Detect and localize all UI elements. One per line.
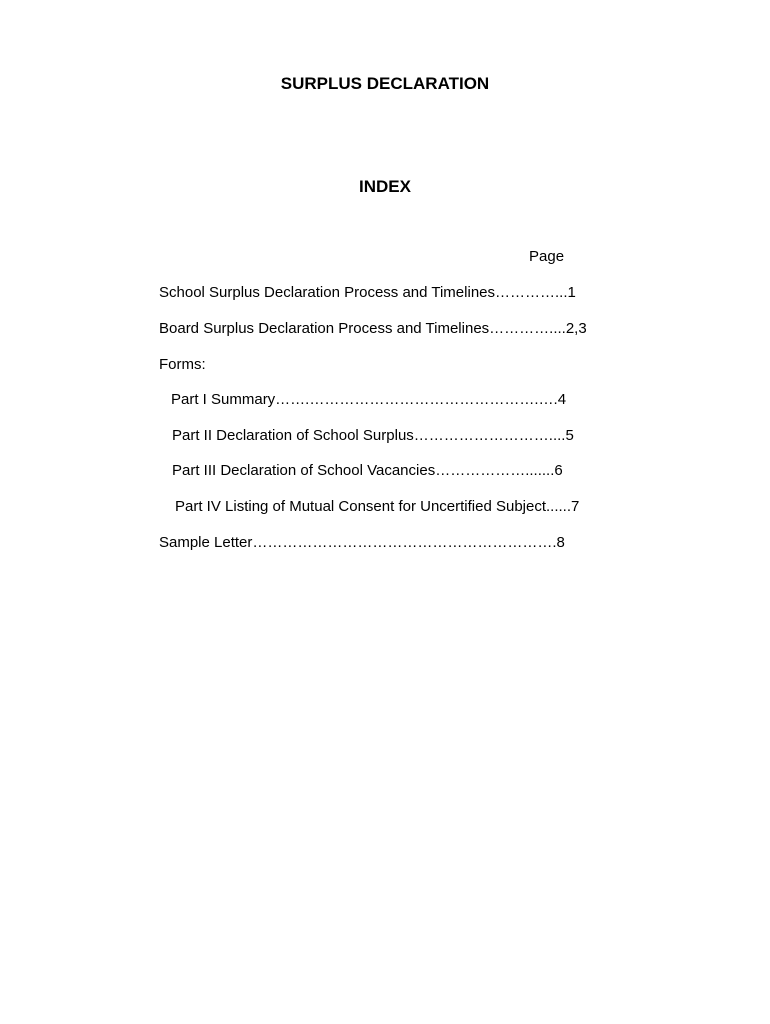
toc-entry-part-iv-mutual-consent: Part IV Listing of Mutual Consent for Uncertified Subject......7	[175, 498, 580, 515]
toc-entry-part-i-summary: Part I Summary…….……………………………………….….4	[171, 391, 567, 408]
page-column-heading: Page	[529, 248, 565, 265]
toc-entry-school-surplus-process: School Surplus Declaration Process and Timelines…………...1	[159, 284, 576, 301]
toc-entry-part-iii-vacancies: Part III Declaration of School Vacancies……………….......6	[172, 462, 563, 479]
toc-entry-part-ii-declaration: Part II Declaration of School Surplus………………………....5	[172, 427, 574, 444]
toc-entry-board-surplus-process: Board Surplus Declaration Process and Timelines…………....2,3	[159, 320, 587, 337]
index-heading: INDEX	[359, 177, 411, 196]
document-title: SURPLUS DECLARATION	[280, 74, 490, 93]
toc-entry-sample-letter: Sample Letter…………………………………………………….8	[159, 534, 565, 551]
toc-section-forms: Forms:	[159, 356, 206, 373]
